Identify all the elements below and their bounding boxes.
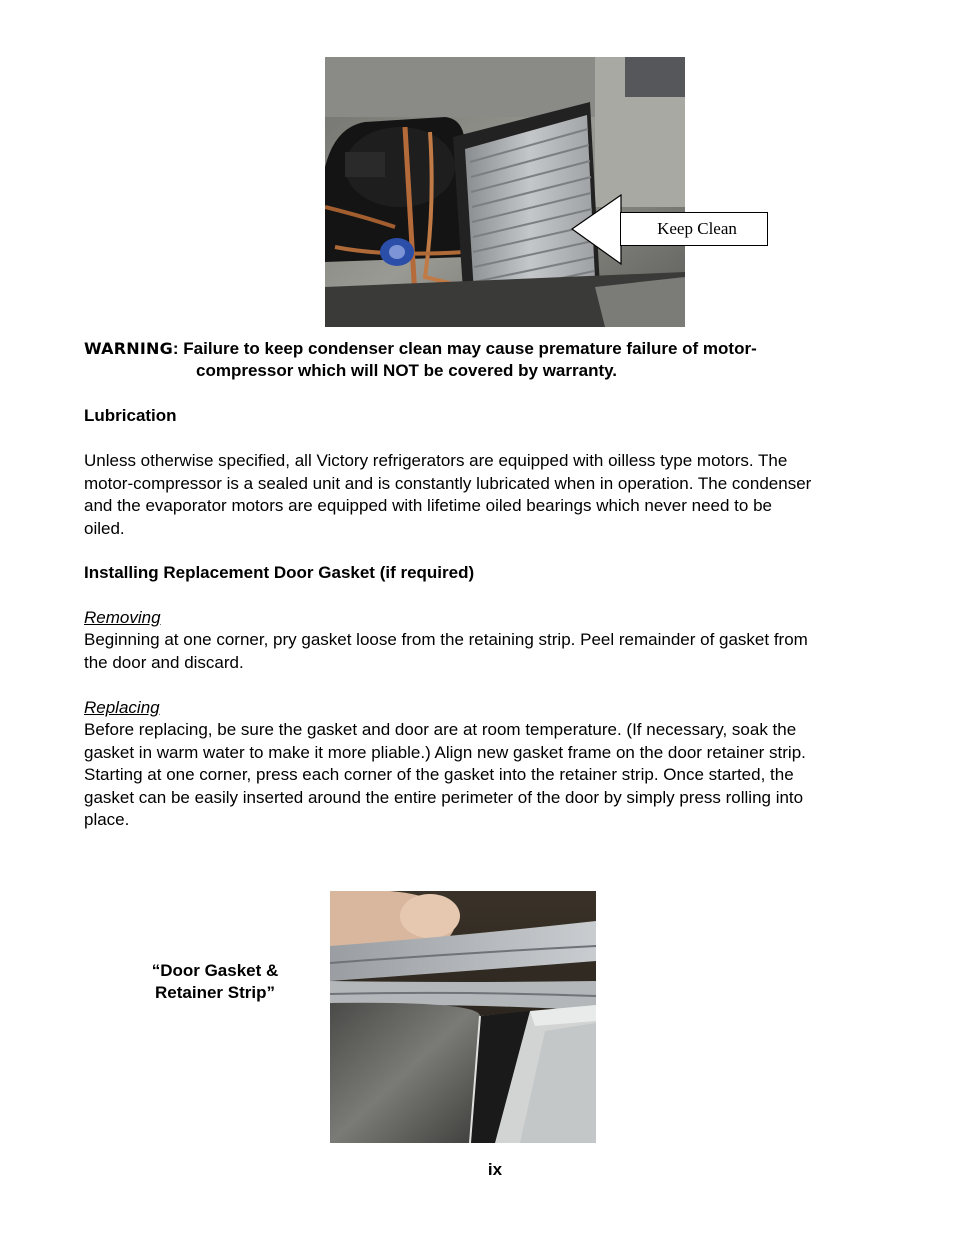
page-number: ix [487,1160,503,1179]
condenser-photo-image [325,57,685,327]
gasket-heading: Installing Replacement Door Gasket (if required) [84,563,475,582]
paragraph-line: gasket can be easily inserted around the entire perimeter of the door by simply press rolling into [84,787,804,807]
lubrication-paragraph [84,450,811,540]
door-gasket-photo-image [330,891,596,1143]
paragraph-line: Unless otherwise specified, all Victory refrigerators are equipped with oilless type motors. The [84,451,788,470]
paragraph-line: and the evaporator motors are equipped with lifetime oiled bearings which never need to be [84,496,772,515]
warning-label: WARNING [84,339,173,358]
replacing-subheading: Replacing [84,698,160,717]
replacing-paragraph [84,719,806,832]
door-gasket-photo [330,891,596,1143]
warning-text-line2: compressor which will NOT be covered by warranty. [196,361,618,380]
paragraph-line: gasket in warm water to make it more pliable.) Align new gasket frame on the door retainer strip. [84,742,806,762]
caption-line: “Door Gasket & [151,961,279,980]
lubrication-heading: Lubrication [84,406,177,425]
paragraph-line: Starting at one corner, press each corner of the gasket into the retainer strip. Once started, the [84,765,794,784]
removing-subheading: Removing [84,608,161,627]
paragraph-line: Before replacing, be sure the gasket and door are at room temperature. (If necessary, soak the [84,720,797,739]
condenser-photo [325,57,685,327]
removing-paragraph [84,629,808,674]
keep-clean-callout: Keep Clean [620,212,768,246]
caption-line: Retainer Strip” [155,983,275,1002]
gasket-photo-caption [120,960,310,1004]
paragraph-line: oiled. [84,518,125,538]
warning-line1 [84,338,757,361]
paragraph-line: place. [84,810,130,829]
paragraph-line: motor-compressor is a sealed unit and is constantly lubricated when in operation. The condenser [84,473,812,493]
callout-arrow [570,194,622,266]
paragraph-line: the door and discard. [84,652,244,672]
paragraph-line: Beginning at one corner, pry gasket loose from the retaining strip. Peel remainder of gasket from [84,630,808,649]
warning-text-line1: : Failure to keep condenser clean may cause premature failure of motor- [172,339,757,358]
